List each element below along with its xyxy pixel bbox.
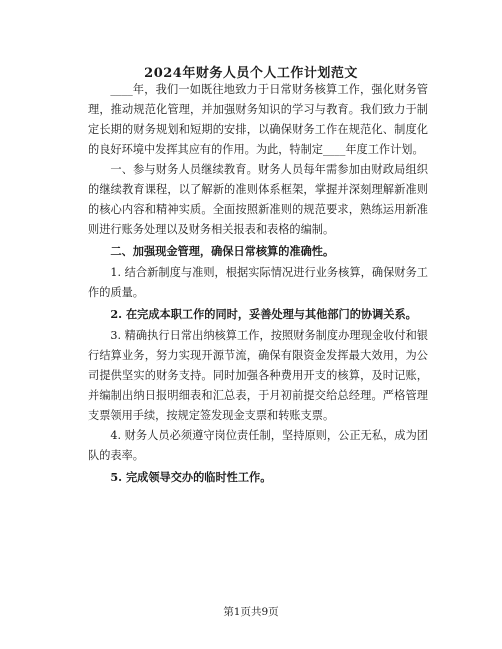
paragraph-item-1: 1. 结合新制度与准则，根据实际情况进行业务核算，确保财务工作的质量。 [88, 266, 428, 299]
paragraph-intro: ____年，我们一如既往地致力于日常财务核算工作，强化财务管理，推动规范化管理，并加强财务知识的学习与教育。我们致力于制定长期的财务规划和短期的安排，以确保财务工作在规范化、制度化的良好环境中发挥其应有的作用。为此，特制定____年度工作计划。 [88, 83, 428, 156]
heading-item-5: 5. 完成领导交办的临时性工作。 [110, 470, 272, 484]
document-title: 2024年财务人员个人工作计划范文 [144, 66, 358, 81]
paragraph-item-3: 3. 精确执行日常出纳核算工作，按照财务制度办理现金收付和银行结算业务，努力实现开源节流，确保有限资金发挥最大效用，为公司提供坚实的财务支持。同时加强各种费用开支的核算，及时记账，并编制出纳日报明细表和汇总表，于月初前提交给总经理。严格管理支票领用手续，按规定签发现金支票和转账支票。 [88, 329, 428, 422]
heading-item-2: 2. 在完成本职工作的同时，妥善处理与其他部门的协调关系。 [110, 307, 417, 321]
document-body [88, 80, 428, 489]
paragraph-item-4: 4. 财务人员必须遵守岗位责任制，坚持原则，公正无私，成为团队的表率。 [88, 429, 428, 462]
page-number-footer: 第1页共9页 [223, 606, 279, 618]
paragraph-section-1: 一、参与财务人员继续教育。财务人员每年需参加由财政局组织的继续教育课程，以了解新的准则体系框架，掌握并深刻理解新准则的核心内容和精神实质。全面按照新准则的规范要求，熟练运用新准则进行账务处理以及财务相关报表和表格的编制。 [88, 163, 428, 236]
heading-section-2: 二、加强现金管理，确保日常核算的准确性。 [110, 244, 335, 258]
